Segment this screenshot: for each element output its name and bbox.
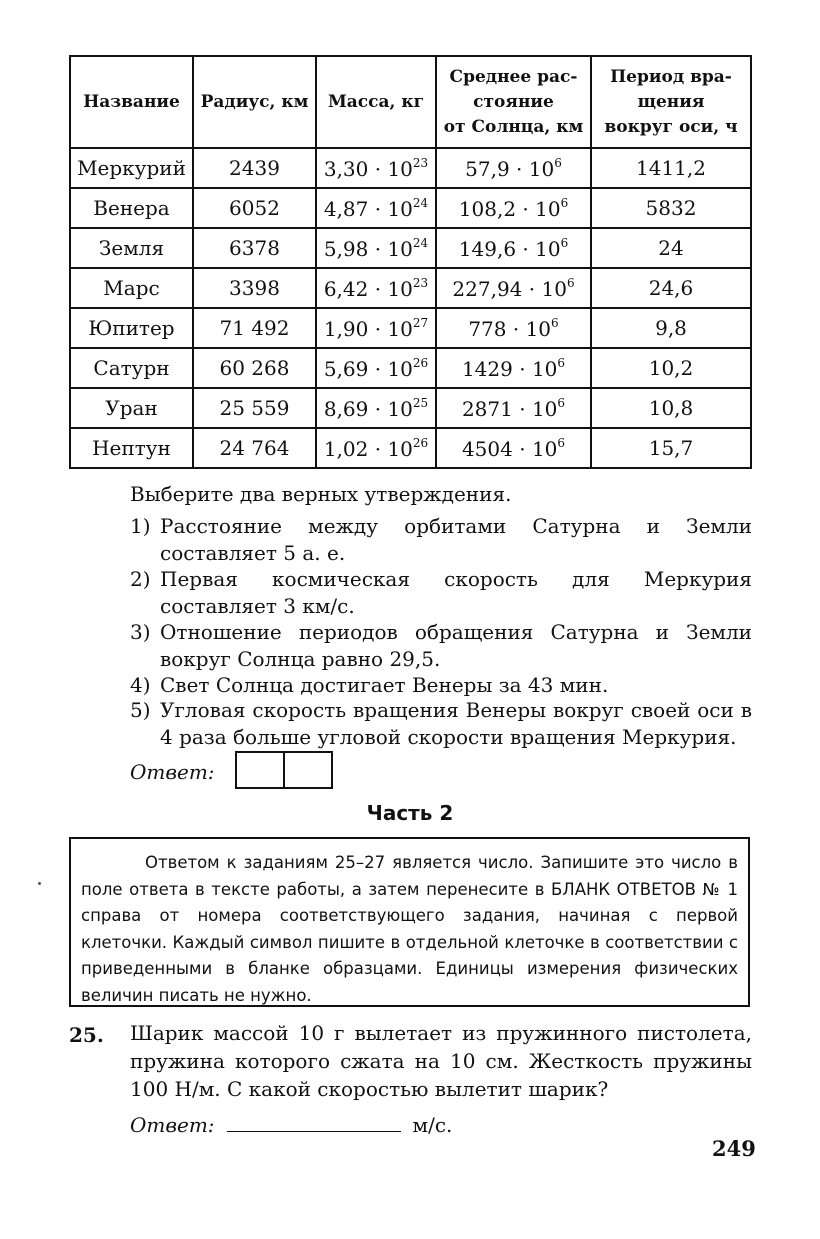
cell-mass: $1,02 \cdot 10^{26}$ xyxy=(316,428,436,468)
cell-distance: $4504 \cdot 10^6$ xyxy=(436,428,591,468)
part-title: Часть 2 xyxy=(366,801,454,825)
cell-radius: 25 559 xyxy=(193,388,316,428)
option-number: 3) xyxy=(130,620,151,644)
cell-planet-name: Юпитер xyxy=(70,308,193,348)
scan-artifact xyxy=(38,882,41,885)
cell-period: 24,6 xyxy=(591,268,751,308)
cell-planet-name: Меркурий xyxy=(70,148,193,188)
cell-distance: $57,9 \cdot 10^6$ xyxy=(436,148,591,188)
header-name: Название xyxy=(70,56,193,148)
cell-radius: 6378 xyxy=(193,228,316,268)
header-radius: Радиус, км xyxy=(193,56,316,148)
option-text: Свет Солнца достигает Венеры за 43 мин. xyxy=(160,673,609,697)
cell-distance: $227,94 \cdot 10^6$ xyxy=(436,268,591,308)
cell-period: 10,8 xyxy=(591,388,751,428)
task-answer-label: Ответ: xyxy=(130,1113,215,1137)
option-number: 2) xyxy=(130,567,151,591)
table-row xyxy=(70,188,751,228)
cell-distance: $2871 \cdot 10^6$ xyxy=(436,388,591,428)
option-text: Расстояние между орбитами Сатурна и Земли составляет 5 а. е. xyxy=(160,514,752,565)
option-3 xyxy=(130,619,752,673)
cell-mass: $8,69 \cdot 10^{25}$ xyxy=(316,388,436,428)
answer-label: Ответ: xyxy=(130,760,215,784)
table-body xyxy=(70,148,751,468)
task-answer-field[interactable] xyxy=(227,1115,401,1132)
planet-data-table xyxy=(69,55,752,469)
table-row xyxy=(70,388,751,428)
answer-cell-1[interactable] xyxy=(235,751,285,789)
option-text: Отношение периодов обращения Сатурна и Земли вокруг Солнца равно 29,5. xyxy=(160,620,752,671)
cell-distance: $1429 \cdot 10^6$ xyxy=(436,348,591,388)
cell-radius: 3398 xyxy=(193,268,316,308)
option-text: Угловая скорость вращения Венеры вокруг своей оси в 4 раза больше угловой скорости вращения Меркурия. xyxy=(160,698,752,749)
header-distance: Среднее рас- стояние от Солнца, км xyxy=(436,56,591,148)
cell-planet-name: Нептун xyxy=(70,428,193,468)
option-number: 5) xyxy=(130,698,151,722)
header-mass: Масса, кг xyxy=(316,56,436,148)
cell-distance: $108,2 \cdot 10^6$ xyxy=(436,188,591,228)
option-4 xyxy=(130,672,752,699)
cell-planet-name: Марс xyxy=(70,268,193,308)
instructions-box: Ответом к заданиям 25–27 является число. Запишите это число в поле ответа в тексте работы, а затем перенесите в БЛАНК ОТВЕТОВ № 1 справа от номера соответствующего задания, начиная с первой клеточки. Каждый символ пишите в отдельной клеточке в соответствии с приведенными в бланке образцами. Единицы измерения физических величин писать не нужно. xyxy=(69,837,750,1007)
cell-mass: $3,30 \cdot 10^{23}$ xyxy=(316,148,436,188)
cell-planet-name: Земля xyxy=(70,228,193,268)
header-period: Период вра- щения вокруг оси, ч xyxy=(591,56,751,148)
cell-planet-name: Сатурн xyxy=(70,348,193,388)
option-number: 1) xyxy=(130,514,151,538)
cell-period: 15,7 xyxy=(591,428,751,468)
cell-period: 10,2 xyxy=(591,348,751,388)
table-row xyxy=(70,228,751,268)
option-text: Первая космическая скорость для Меркурия составляет 3 км/с. xyxy=(160,567,752,618)
cell-radius: 60 268 xyxy=(193,348,316,388)
cell-planet-name: Венера xyxy=(70,188,193,228)
cell-distance: $149,6 \cdot 10^6$ xyxy=(436,228,591,268)
answer-boxes xyxy=(235,751,333,789)
cell-radius: 71 492 xyxy=(193,308,316,348)
cell-period: 9,8 xyxy=(591,308,751,348)
table-row xyxy=(70,268,751,308)
table-row xyxy=(70,308,751,348)
cell-radius: 6052 xyxy=(193,188,316,228)
cell-radius: 2439 xyxy=(193,148,316,188)
cell-period: 24 xyxy=(591,228,751,268)
task-answer-unit: м/с. xyxy=(412,1113,453,1137)
table-header-row xyxy=(70,56,751,148)
task-number: 25. xyxy=(69,1023,104,1047)
cell-mass: $1,90 \cdot 10^{27}$ xyxy=(316,308,436,348)
task-answer xyxy=(130,1113,452,1137)
option-1 xyxy=(130,513,752,567)
cell-mass: $6,42 \cdot 10^{23}$ xyxy=(316,268,436,308)
cell-radius: 24 764 xyxy=(193,428,316,468)
table-row xyxy=(70,428,751,468)
table-row xyxy=(70,148,751,188)
cell-period: 1411,2 xyxy=(591,148,751,188)
option-number: 4) xyxy=(130,673,151,697)
cell-planet-name: Уран xyxy=(70,388,193,428)
question-intro: Выберите два верных утверждения. xyxy=(130,482,512,506)
cell-mass: $5,98 \cdot 10^{24}$ xyxy=(316,228,436,268)
task-text: Шарик массой 10 г вылетает из пружинного пистолета, пружина которого сжата на 10 см. Жесткость пружины 100 Н/м. С какой скоростью вылетит шарик? xyxy=(130,1021,752,1101)
cell-mass: $4,87 \cdot 10^{24}$ xyxy=(316,188,436,228)
cell-mass: $5,69 \cdot 10^{26}$ xyxy=(316,348,436,388)
option-5 xyxy=(130,697,752,751)
table-row xyxy=(70,348,751,388)
answer-cell-2[interactable] xyxy=(285,751,333,789)
cell-period: 5832 xyxy=(591,188,751,228)
cell-distance: $778 \cdot 10^6$ xyxy=(436,308,591,348)
option-2 xyxy=(130,566,752,620)
page-number: 249 xyxy=(712,1136,756,1161)
